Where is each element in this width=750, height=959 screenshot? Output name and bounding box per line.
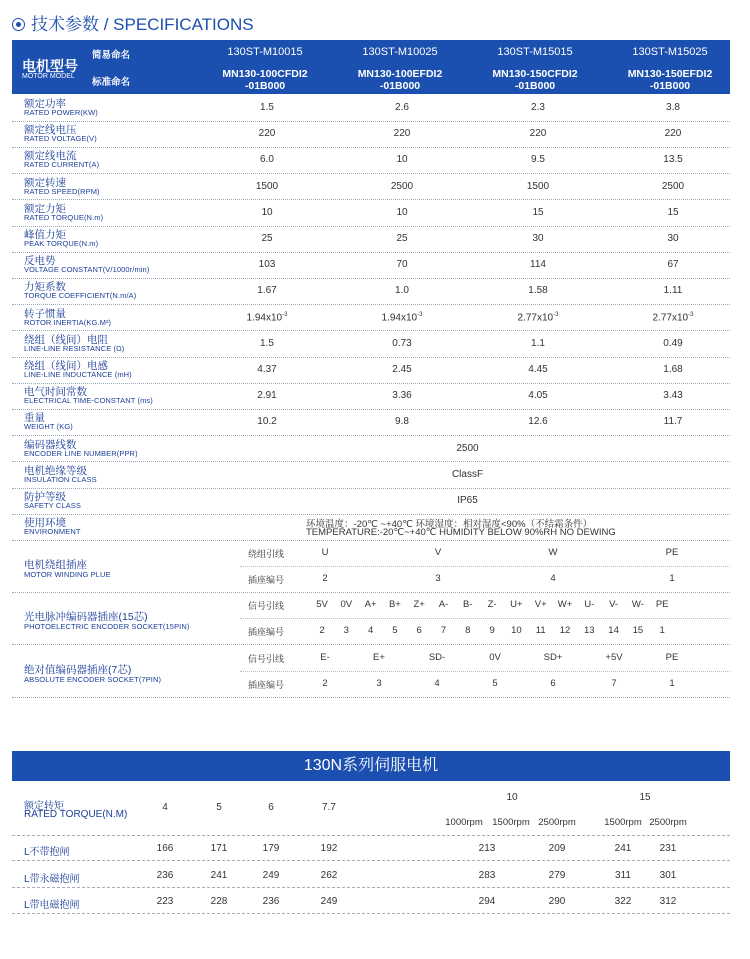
length-value: 179	[262, 843, 280, 854]
spec-label-en: RATED POWER(KW)	[24, 108, 98, 117]
pin-number: 3	[435, 573, 441, 584]
speed-value: 2500rpm	[538, 817, 576, 828]
socket-inner-divider	[240, 566, 730, 567]
spec-value: 1.1	[531, 337, 545, 349]
pin-row-label: 插座编号	[248, 627, 285, 637]
torque-label-cn: 额定转矩	[24, 801, 64, 812]
spec-label-en: RATED VOLTAGE(V)	[24, 134, 97, 144]
signal-row-label: 绕组引线	[248, 549, 285, 559]
torque-value: 6	[268, 802, 274, 813]
spec-value: 10	[396, 154, 408, 166]
spec-value: 30	[667, 233, 679, 244]
socket-inner-divider	[240, 671, 730, 672]
spec-table-header	[12, 40, 730, 94]
row-divider	[12, 540, 730, 541]
socket-label-en: MOTOR WINDING PLUE	[24, 570, 111, 579]
signal-name: A-	[438, 599, 449, 610]
spec-label-en: SAFETY CLASS	[24, 501, 81, 510]
torque-label-en: RATED TORQUE(N.M)	[24, 809, 128, 820]
length-value: 311	[615, 869, 631, 881]
signal-row-label: 信号引线	[248, 601, 285, 611]
torque-row-label: L不带抱闸	[24, 847, 70, 858]
socket-inner-divider	[240, 618, 730, 619]
spec-label-cn: 绕组（线间）电感	[24, 360, 108, 372]
torque-value: 5	[216, 802, 222, 813]
length-value: 294	[478, 896, 496, 907]
spec-value: 2.91	[257, 390, 277, 402]
length-value: 249	[320, 896, 338, 907]
motor-model-cn: 电机型号	[22, 58, 78, 74]
row-divider	[12, 435, 730, 436]
spec-label-cn: 转子惯量	[24, 307, 66, 320]
spec-value: 0.49	[663, 337, 683, 349]
series-banner	[12, 751, 730, 781]
short-name-label: 简易命名	[92, 50, 131, 61]
pin-number: 7	[440, 625, 447, 636]
socket-label-cn: 电机绕组插座	[24, 559, 87, 571]
pin-number: 4	[367, 625, 374, 636]
spec-value: 15	[532, 206, 544, 218]
length-value: 228	[210, 896, 228, 907]
pin-number: 2	[322, 678, 328, 689]
spec-value: 10	[396, 206, 408, 218]
signal-name: A+	[364, 599, 377, 610]
signal-name: Z+	[413, 599, 425, 610]
signal-name: V+	[534, 599, 547, 610]
spec-label-cn: 重量	[24, 412, 45, 425]
row-divider	[12, 697, 730, 698]
spec-value: 6.0	[260, 154, 274, 166]
spec-label-en: LINE-LINE RESISTANCE (Ω)	[24, 343, 125, 353]
motor-model-en: MOTOR MODEL	[22, 73, 75, 80]
signal-name: U+	[510, 599, 523, 610]
short-name-4: 130ST-M15025	[632, 46, 708, 58]
spec-value: 4.45	[528, 364, 548, 375]
spec-label-cn: 额定转速	[24, 176, 66, 189]
pin-number: 8	[465, 625, 471, 636]
spec-value: 2500	[661, 180, 685, 192]
short-name-1: 130ST-M10015	[227, 46, 303, 58]
row-divider	[12, 357, 730, 358]
signal-name: PE	[655, 599, 669, 610]
torque-value: 4	[162, 802, 168, 813]
length-value: 322	[614, 896, 632, 907]
length-value: 301	[659, 869, 677, 881]
speed-value: 1500rpm	[604, 817, 642, 828]
torque-row-label: L带永磁抱闸	[24, 873, 80, 885]
pin-number: 2	[319, 625, 325, 636]
std-name-4-suffix: -01B000	[649, 80, 691, 92]
spec-label-cn: 峰值力矩	[24, 229, 66, 241]
environment-en: TEMPERATURE:-20℃~+40℃ HUMIDITY BELOW 90%RH NO DEWING	[306, 527, 616, 539]
spec-value: 15	[667, 206, 679, 218]
signal-name: 0V	[340, 599, 353, 610]
signal-name: PE	[665, 547, 679, 558]
spec-value: 2500	[390, 180, 414, 192]
length-value: 283	[478, 869, 496, 881]
spec-label-cn: 额定功率	[24, 98, 66, 110]
pin-number: 11	[535, 625, 546, 636]
std-name-2-suffix: -01B000	[379, 80, 421, 92]
spec-label-en: ENVIRONMENT	[24, 527, 81, 537]
std-name-3: MN130-150CFDI2	[492, 68, 578, 80]
pin-number: 1	[659, 625, 665, 636]
signal-name: E-	[320, 652, 330, 663]
spec-value: $1.94x10^{-3}$	[381, 311, 423, 323]
spec-label-en: INSULATION CLASS	[24, 474, 97, 484]
row-divider	[12, 913, 730, 914]
socket-label-en: ABSOLUTE ENCODER SOCKET(7PIN)	[24, 675, 162, 684]
length-value: 279	[548, 869, 566, 881]
signal-name: W-	[631, 599, 644, 610]
std-name-2: MN130-100EFDI2	[357, 68, 443, 80]
row-divider	[12, 409, 730, 410]
signal-name: V-	[609, 599, 619, 610]
pin-number: 4	[434, 678, 440, 689]
signal-name: U-	[584, 599, 595, 610]
row-divider	[12, 226, 730, 227]
exponent: -3	[282, 311, 288, 318]
spec-value: 0.73	[392, 337, 412, 349]
length-value: 209	[548, 843, 566, 854]
spec-value: 1.5	[260, 337, 274, 349]
row-divider	[12, 173, 730, 174]
row-divider	[12, 461, 730, 462]
row-divider	[12, 860, 730, 861]
spec-label-cn: 额定线电压	[24, 124, 77, 137]
spec-value: 9.8	[395, 416, 409, 428]
spec-value: 220	[258, 128, 276, 140]
spec-label-cn: 力矩系数	[24, 281, 66, 294]
pin-number: 15	[632, 625, 644, 636]
spec-value: 2.3	[531, 102, 545, 113]
row-divider	[12, 383, 730, 384]
spec-label-en: ELECTRICAL TIME-CONSTANT (ms)	[24, 396, 153, 406]
spec-label-en: ROTOR INERTIA(KG.M²)	[24, 317, 112, 327]
pin-number: 9	[489, 625, 495, 636]
row-divider	[12, 514, 730, 515]
short-name-2: 130ST-M10025	[362, 46, 438, 58]
spec-label-cn: 额定力矩	[24, 202, 66, 215]
length-value: 249	[262, 869, 280, 881]
spec-value: 10.2	[257, 416, 277, 428]
length-value: 236	[262, 896, 280, 907]
torque-row-label: L带电磁抱闸	[24, 900, 80, 911]
section-title	[12, 10, 254, 35]
torque-value: 10	[506, 792, 518, 803]
pin-number: 5	[492, 678, 498, 689]
spec-value: 1.68	[663, 364, 683, 375]
length-value: 241	[210, 869, 228, 881]
spec-value: $1.94x10^{-3}$	[246, 311, 288, 323]
spec-value: 2.45	[392, 364, 412, 375]
signal-name: SD+	[543, 652, 563, 663]
spec-value: 1.58	[528, 285, 548, 297]
pin-number: 6	[416, 625, 422, 636]
row-divider	[12, 278, 730, 279]
speed-value: 2500rpm	[649, 817, 687, 828]
spec-value: 30	[532, 233, 544, 244]
row-divider	[12, 252, 730, 253]
short-name-3: 130ST-M15015	[497, 46, 573, 58]
spec-label-cn: 使用环境	[24, 517, 66, 530]
signal-row-label: 信号引线	[248, 654, 285, 664]
signal-name: V	[434, 547, 442, 558]
pin-number: 13	[584, 625, 595, 636]
spec-label-cn: 反电势	[24, 255, 56, 268]
pin-number: 10	[511, 625, 522, 636]
spec-label-en: WEIGHT (KG)	[24, 422, 73, 432]
spec-value: 2.6	[395, 102, 409, 113]
spec-label-cn: 额定线电流	[24, 150, 77, 163]
std-name-4: MN130-150EFDI2	[627, 68, 713, 80]
row-divider	[12, 488, 730, 489]
spec-label-cn: 电机绝缘等级	[24, 464, 87, 477]
spec-value: 3.43	[663, 390, 683, 402]
spec-value: 4.37	[257, 364, 277, 375]
pin-row-label: 插座编号	[248, 575, 285, 585]
pin-number: 3	[376, 678, 382, 689]
spec-label-cn: 绕组（线间）电阻	[24, 333, 108, 346]
row-divider	[12, 835, 730, 836]
spec-label-en: RATED TORQUE(N.m)	[24, 212, 104, 222]
pin-number: 12	[559, 625, 571, 636]
signal-name: SD-	[428, 652, 446, 663]
target-icon	[12, 18, 25, 31]
pin-number: 2	[322, 573, 328, 584]
length-value: 312	[659, 896, 677, 907]
row-divider	[12, 147, 730, 148]
torque-value: 15	[639, 792, 651, 803]
pin-number: 6	[550, 678, 556, 689]
length-value: 262	[320, 869, 338, 881]
spec-label-en: TORQUE COEFFICIENT(N.m/A)	[24, 291, 137, 301]
row-divider	[12, 199, 730, 200]
pin-number: 3	[343, 625, 349, 636]
socket-label-cn: 光电脉冲编码器插座(15芯)	[24, 611, 148, 623]
signal-name: Z-	[487, 599, 497, 610]
spec-value: 4.05	[528, 390, 548, 402]
exponent: -3	[417, 311, 423, 318]
row-divider	[12, 644, 730, 645]
spec-label-en: ENCODER LINE NUMBER(PPR)	[24, 448, 138, 458]
spec-value: 1.0	[395, 285, 409, 297]
spec-value: $2.77x10^{-3}$	[517, 311, 559, 323]
signal-name: 0V	[489, 652, 501, 663]
spec-value: 12.6	[528, 416, 548, 428]
spec-value: 3.36	[392, 390, 412, 402]
signal-name: PE	[665, 652, 679, 663]
spec-value: 1.5	[260, 102, 274, 113]
spec-label-en: RATED CURRENT(A)	[24, 160, 100, 170]
row-divider	[12, 592, 730, 593]
torque-value: 7.7	[322, 802, 336, 813]
pin-number: 7	[611, 678, 617, 689]
spec-value: 220	[393, 128, 411, 140]
pin-number: 14	[608, 625, 619, 636]
spec-value: 1.67	[257, 285, 277, 297]
length-value: 231	[659, 843, 677, 854]
spec-value: 220	[664, 128, 682, 140]
exponent: -3	[688, 311, 694, 318]
spec-label-en: VOLTAGE CONSTANT(V/1000r/min)	[24, 265, 150, 275]
length-value: 290	[548, 896, 566, 907]
signal-name: W	[548, 547, 558, 558]
spec-value: 220	[529, 128, 547, 140]
spec-value: 25	[396, 233, 408, 244]
spec-label-cn: 防护等级	[24, 491, 66, 503]
signal-name: E+	[373, 652, 385, 663]
row-divider	[12, 121, 730, 122]
spec-value-merged: ClassF	[451, 468, 484, 480]
spec-value: 9.5	[531, 154, 545, 166]
spec-value: 11.7	[663, 416, 683, 428]
signal-name: W+	[557, 599, 573, 610]
pin-number: 4	[550, 573, 556, 584]
spec-value: 103	[258, 259, 276, 271]
environment-cn: 环境温度：-20℃ ~+40℃ 环境湿度：相对湿度<90%（不结霜条件）	[306, 519, 593, 531]
spec-value: 3.8	[666, 102, 680, 113]
pin-number: 1	[669, 573, 675, 584]
std-name-1-suffix: -01B000	[244, 80, 286, 92]
row-divider	[12, 330, 730, 331]
pin-row-label: 插座编号	[248, 680, 285, 690]
length-value: 241	[614, 843, 632, 854]
signal-name: 5V	[316, 599, 328, 610]
spec-value: 13.5	[663, 154, 683, 166]
length-value: 236	[156, 869, 174, 881]
spec-label-cn: 编码器线数	[24, 438, 77, 451]
row-divider	[12, 304, 730, 305]
socket-label-cn: 绝对值编码器插座(7芯)	[24, 664, 132, 676]
signal-name: B+	[388, 599, 401, 610]
length-value: 192	[320, 843, 338, 854]
spec-value-merged: 2500	[456, 442, 479, 454]
section-title-text: 技术参数 / SPECIFICATIONS	[31, 15, 254, 34]
signal-name: +5V	[605, 652, 623, 663]
signal-name: U	[321, 547, 329, 558]
length-value: 171	[210, 843, 228, 854]
spec-label-en: PEAK TORQUE(N.m)	[24, 239, 99, 248]
socket-label-en: PHOTOELECTRIC ENCODER SOCKET(15PIN)	[24, 622, 190, 631]
exponent: -3	[553, 311, 559, 318]
spec-value: 25	[261, 233, 273, 244]
spec-value: 67	[667, 259, 679, 271]
speed-value: 1500rpm	[492, 817, 530, 828]
row-divider	[12, 887, 730, 888]
signal-name: B-	[463, 599, 473, 610]
spec-value: 1.11	[663, 285, 683, 297]
spec-label-cn: 电气时间常数	[24, 386, 87, 399]
spec-value-merged: IP65	[457, 495, 478, 506]
std-name-label: 标准命名	[92, 77, 131, 88]
spec-value: 1500	[255, 180, 279, 192]
length-value: 166	[156, 843, 174, 854]
spec-value: 114	[530, 259, 546, 271]
spec-value: 70	[396, 259, 408, 271]
pin-number: 5	[392, 625, 398, 636]
spec-value: 10	[261, 206, 273, 218]
spec-label-en: RATED SPEED(RPM)	[24, 186, 100, 196]
spec-label-en: LINE-LINE INDUCTANCE (mH)	[24, 370, 132, 379]
spec-value: 1500	[526, 180, 550, 192]
speed-value: 1000rpm	[445, 817, 483, 828]
length-value: 223	[156, 896, 174, 907]
series-banner-title: 130N系列伺服电机	[303, 757, 439, 774]
length-value: 213	[478, 843, 496, 854]
pin-number: 1	[669, 678, 675, 689]
std-name-1: MN130-100CFDI2	[222, 68, 308, 80]
spec-value: $2.77x10^{-3}$	[652, 311, 694, 323]
std-name-3-suffix: -01B000	[514, 80, 556, 92]
